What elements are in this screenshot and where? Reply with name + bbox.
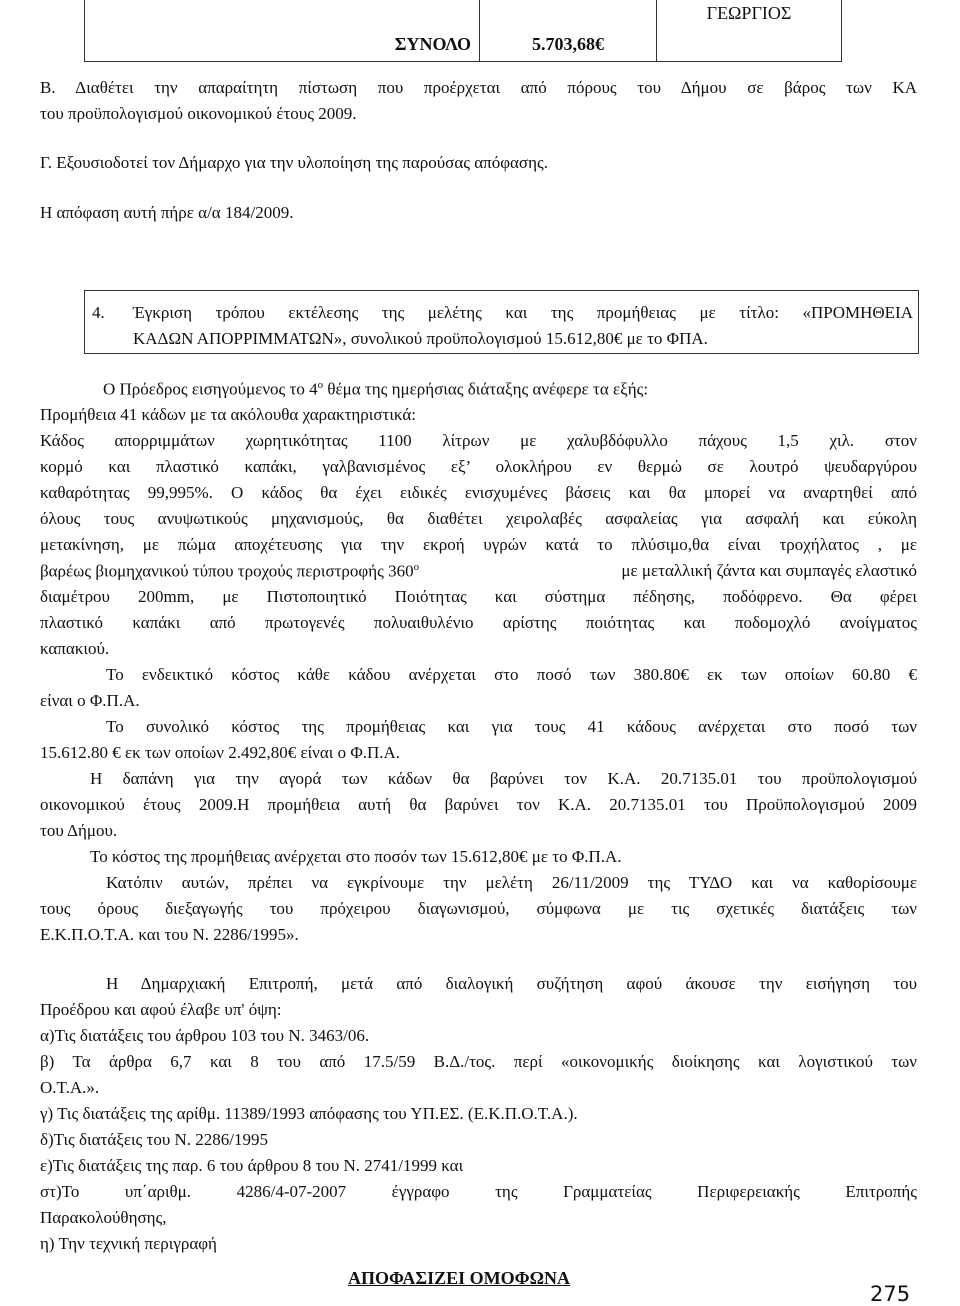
body-line-p16: Η δαπάνη για την αγορά των κάδων θα βαρύνει τον Κ.Α. 20.7135.01 του προϋπολογισμού (90, 769, 917, 788)
total-label-cell (85, 0, 480, 62)
body-line-p28: γ) Τις διατάξεις της αρίθμ. 11389/1993 απόφασης του ΥΠ.ΕΣ. (Ε.Κ.Π.Ο.Τ.Α.). (40, 1104, 578, 1123)
body-line-p13: είναι ο Φ.Π.Α. (40, 691, 140, 710)
agenda-item-title-line1: Έγκριση τρόπου εκτέλεσης της μελέτης και της προμήθειας με τίτλο: «ΠΡΟΜΗΘΕΙΑ (133, 303, 913, 322)
body-line-p8-b: με μεταλλική ζάντα και συμπαγές ελαστικό (621, 561, 917, 580)
body-line-p26: β) Τα άρθρα 6,7 και 8 του από 17.5/59 Β.Δ./τος. περί «οικονομικής διοίκησης και λογιστικού των (40, 1052, 917, 1071)
agenda-item-number: 4. (92, 303, 105, 322)
body-line-p8-sup: ο (413, 561, 420, 573)
total-label: ΣΥΝΟΛΟ (394, 34, 471, 54)
body-line-p8 (40, 561, 917, 582)
intro-sup: ο (317, 379, 324, 391)
body-line-p12: Το ενδεικτικό κόστος κάθε κάδου ανέρχεται στο ποσό των 380.80€ εκ των οποίων 60.80 € (106, 665, 917, 684)
body-line-p23: Η Δημαρχιακή Επιτροπή, μετά από διαλογική συζήτηση αφού άκουσε την εισήγηση του (106, 974, 917, 993)
body-line-p18: του Δήμου. (40, 821, 118, 840)
decision-heading: ΑΠΟΦΑΣΙΖΕΙ ΟΜΟΦΩΝΑ (348, 1268, 570, 1288)
para-g: Γ. Εξουσιοδοτεί τον Δήμαρχο για την υλοποίηση της παρούσας απόφασης. (40, 153, 548, 172)
para-b-line2: του προϋπολογισμού οικονομικού έτους 2009. (40, 104, 357, 123)
body-line-p6: όλους τους ανυψωτικούς μηχανισμούς, θα διαθέτει χειρολαβές ασφαλείας για ασφαλή και εύκολη (40, 509, 917, 528)
body-line-p30: ε)Τις διατάξεις της παρ. 6 του άρθρου 8 του Ν. 2741/1999 και (40, 1156, 464, 1175)
body-line-p8-a: βαρέως βιομηχανικού τύπου τροχούς περιστροφής 360 (40, 561, 414, 581)
body-line-p24: Προέδρου και αφού έλαβε υπ' όψη: (40, 1000, 282, 1019)
body-line-p25: α)Τις διατάξεις του άρθρου 103 του Ν. 3463/06. (40, 1026, 370, 1045)
body-line-p19: Το κόστος της προμήθειας ανέρχεται στο ποσόν των 15.612,80€ με το Φ.Π.Α. (90, 847, 622, 866)
intro-line (103, 379, 648, 400)
agenda-item-title-line2: ΚΑΔΩΝ ΑΠΟΡΡΙΜΜΑΤΩΝ», συνολικού προϋπολογισμού 15.612,80€ με το ΦΠΑ. (133, 329, 708, 348)
body-line-p5: καθαρότητας 99,995%. Ο κάδος θα έχει ειδικές ενισχυμένες βάσεις και θα μπορεί να αναρτηθεί από (40, 483, 917, 502)
body-line-p3: Κάδος απορριμμάτων χωρητικότητας 1100 λίτρων με χαλυβδόφυλλο πάχους 1,5 χιλ. στον (40, 431, 917, 450)
body-line-p21: τους όρους διεξαγωγής του πρόχειρου διαγωνισμού, σύμφωνα με τις σχετικές διατάξεις των (40, 899, 917, 918)
page-number: 275 (870, 1282, 911, 1306)
body-line-p2: Προμήθεια 41 κάδων με τα ακόλουθα χαρακτηριστικά: (40, 405, 416, 424)
intro-text-b: θέμα της ημερήσιας διάταξης ανέφερε τα εξής: (323, 379, 649, 399)
name-text: ΓΕΩΡΓΙΟΣ (706, 3, 792, 23)
body-line-p7: μετακίνηση, με πώμα αποχέτευσης για την εκροή υγρών κατά το πλύσιμο,θα είναι τροχήλατος , με (40, 535, 917, 554)
body-line-p17: οικονομικού έτους 2009.Η προμήθεια αυτή θα βαρύνει τον Κ.Α. 20.7135.01 του Προϋπολογισμού 2009 (40, 795, 917, 814)
total-table (84, 0, 842, 62)
name-cell (657, 0, 842, 62)
body-line-p31: στ)Το υπ΄αριθμ. 4286/4-07-2007 έγγραφο της Γραμματείας Περιφερειακής Επιτροπής (40, 1182, 917, 1201)
body-line-p9: διαμέτρου 200mm, με Πιστοποιητικό Ποιότητας και σύστημα πέδησης, ποδόφρενο. Θα φέρει (40, 587, 917, 606)
body-line-p32: Παρακολούθησης, (40, 1208, 167, 1227)
body-line-p14: Το συνολικό κόστος της προμήθειας και για τους 41 κάδους ανέρχεται στο ποσό των (106, 717, 917, 736)
total-value: 5.703,68€ (532, 34, 604, 54)
body-line-p27: Ο.Τ.Α.». (40, 1078, 100, 1097)
body-line-p10: πλαστικό καπάκι από πρωτογενές πολυαιθυλένιο αρίστης ποιότητας και ποδομοχλό ανοίγματος (40, 613, 917, 632)
intro-text-a: Ο Πρόεδρος εισηγούμενος το 4 (103, 379, 318, 399)
decision-number: Η απόφαση αυτή πήρε α/α 184/2009. (40, 203, 294, 222)
body-line-p22: Ε.Κ.Π.Ο.Τ.Α. και του Ν. 2286/1995». (40, 925, 299, 944)
body-line-p33: η) Την τεχνική περιγραφή (40, 1234, 217, 1253)
body-line-p20: Κατόπιν αυτών, πρέπει να εγκρίνουμε την μελέτη 26/11/2009 της ΤΥΔΟ και να καθορίσουμε (106, 873, 917, 892)
total-value-cell (480, 0, 657, 62)
body-line-p29: δ)Τις διατάξεις του Ν. 2286/1995 (40, 1130, 269, 1149)
body-line-p15: 15.612.80 € εκ των οποίων 2.492,80€ είναι ο Φ.Π.Α. (40, 743, 401, 762)
body-line-p4: κορμό και πλαστικό καπάκι, γαλβανισμένος εξ’ ολοκλήρου εν θερμώ σε λουτρό ψευδαργύρου (40, 457, 917, 476)
body-line-p11: καπακιού. (40, 639, 110, 658)
para-b-line1: Β. Διαθέτει την απαραίτητη πίστωση που προέρχεται από πόρους του Δήμου σε βάρος των ΚΑ (40, 78, 917, 97)
